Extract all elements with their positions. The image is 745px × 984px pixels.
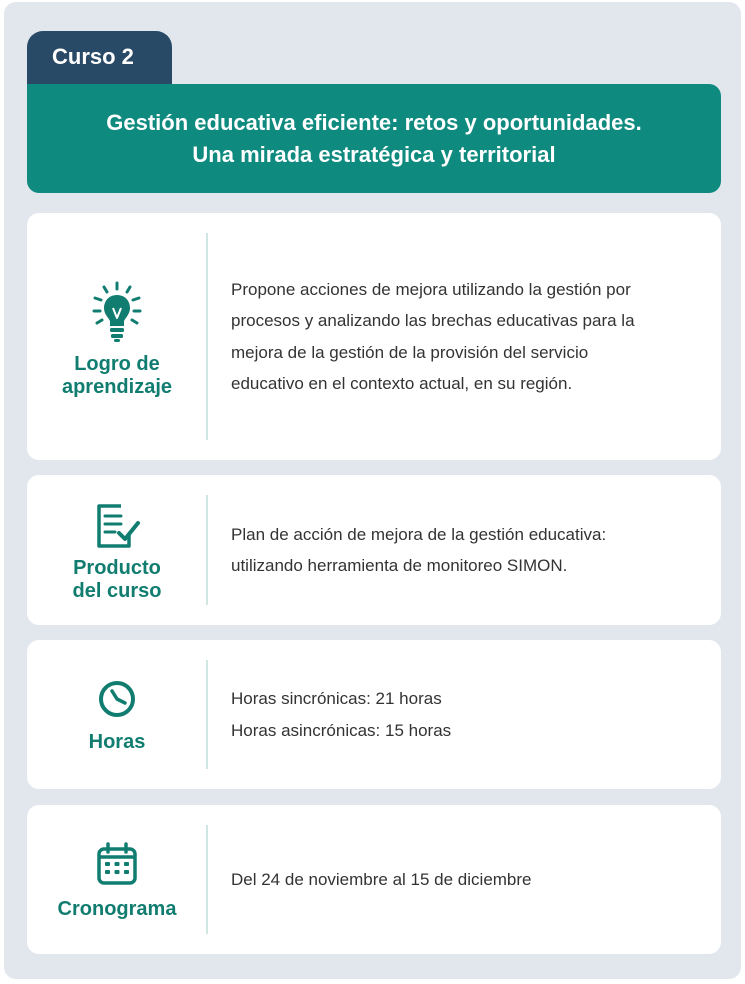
course-title-banner <box>27 84 721 193</box>
card-text-line: Propone acciones de mejora utilizando la gestión por <box>231 279 631 299</box>
document-check-icon <box>93 503 141 549</box>
course-title-line-1: Gestión educativa eficiente: retos y oportunidades. <box>106 109 642 135</box>
card-text <box>231 213 697 460</box>
card-label: Logro de aprendizaje <box>61 352 173 398</box>
card-text <box>231 475 697 625</box>
card-text <box>231 640 697 789</box>
card-horas <box>27 640 721 789</box>
card-label: Producto del curso <box>72 557 162 602</box>
card-text-line: Del 24 de noviembre al 15 de diciembre <box>231 869 532 889</box>
card-text-line: utilizando herramienta de monitoreo SIMON. <box>231 556 568 575</box>
card-divider <box>206 825 208 934</box>
card-text-line: Horas asincrónicas: 15 horas <box>231 720 452 740</box>
card-text-line: Plan de acción de mejora de la gestión educativa: <box>231 524 607 544</box>
calendar-icon <box>96 842 138 886</box>
card-text-line: Horas sincrónicas: 21 horas <box>231 689 442 708</box>
clock-icon <box>97 679 137 719</box>
card-label: Cronograma <box>57 898 177 920</box>
card-producto-del-curso <box>27 475 721 625</box>
card-label: Horas <box>88 731 146 753</box>
card-text <box>231 805 697 954</box>
card-divider <box>206 495 208 605</box>
lightbulb-icon <box>91 281 143 345</box>
course-title-line-2: Una mirada estratégica y territorial <box>192 141 556 167</box>
card-divider <box>206 233 208 440</box>
card-logro-de-aprendizaje <box>27 213 721 460</box>
card-divider <box>206 660 208 769</box>
card-text-line: procesos y analizando las brechas educativas para la <box>231 311 635 330</box>
course-tag: Curso 2 <box>27 31 172 85</box>
card-cronograma <box>27 805 721 954</box>
card-text-line: mejora de la gestión de la provisión del servicio <box>231 342 589 362</box>
card-text-line: educativo en el contexto actual, en su región. <box>231 374 573 393</box>
